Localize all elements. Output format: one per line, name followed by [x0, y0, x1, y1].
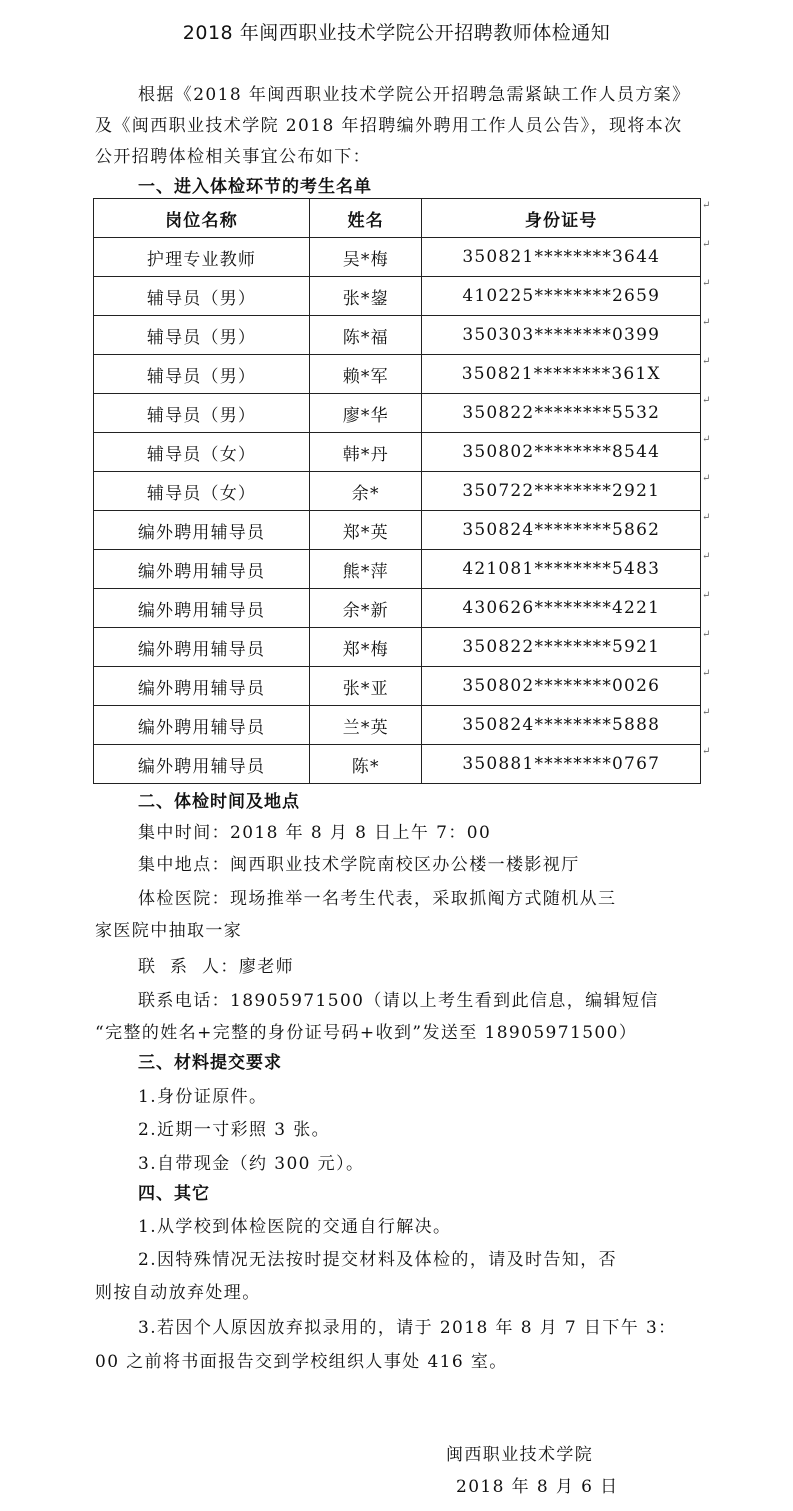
material-item-1: 1.身份证原件。 — [138, 1087, 268, 1107]
candidate-table — [93, 198, 701, 784]
paragraph-mark-icon: ↵ — [702, 473, 711, 484]
page-title: 2018 年闽西职业技术学院公开招聘教师体检通知 — [182, 22, 611, 44]
cell-position: 编外聘用辅导员 — [94, 745, 310, 784]
cell-position: 辅导员（男） — [94, 316, 310, 355]
paragraph-mark-icon: ↵ — [702, 668, 711, 679]
cell-id: 410225********2659 — [422, 277, 701, 316]
cell-id: 421081********5483 — [422, 550, 701, 589]
section4-heading: 四、其它 — [138, 1184, 210, 1204]
contact-phone-line-1: 联系电话：18905971500（请以上考生看到此信息，编辑短信 — [138, 991, 659, 1011]
cell-position: 编外聘用辅导员 — [94, 511, 310, 550]
cell-name: 郑*英 — [310, 511, 422, 550]
cell-name: 吴*梅 — [310, 238, 422, 277]
other-item-2-line-2: 则按自动放弃处理。 — [95, 1283, 261, 1303]
table-row — [94, 589, 701, 628]
cell-id: 350802********8544 — [422, 433, 701, 472]
table-row — [94, 277, 701, 316]
cell-name: 熊*萍 — [310, 550, 422, 589]
cell-id: 350821********361X — [422, 355, 701, 394]
cell-name: 余* — [310, 472, 422, 511]
material-item-2: 2.近期一寸彩照 3 张。 — [138, 1120, 331, 1140]
paragraph-mark-icon: ↵ — [702, 200, 711, 211]
cell-position: 编外聘用辅导员 — [94, 628, 310, 667]
section2-heading: 二、体检时间及地点 — [138, 792, 300, 812]
cell-position: 辅导员（女） — [94, 433, 310, 472]
cell-id: 350881********0767 — [422, 745, 701, 784]
table-row — [94, 667, 701, 706]
cell-name: 韩*丹 — [310, 433, 422, 472]
paragraph-mark-icon: ↵ — [702, 317, 711, 328]
other-item-2-line-1: 2.因特殊情况无法按时提交材料及体检的，请及时告知，否 — [138, 1250, 618, 1270]
cell-id: 350821********3644 — [422, 238, 701, 277]
table-row — [94, 706, 701, 745]
cell-position: 护理专业教师 — [94, 238, 310, 277]
table-row — [94, 316, 701, 355]
paragraph-mark-icon: ↵ — [702, 278, 711, 289]
cell-name: 兰*英 — [310, 706, 422, 745]
column-header-name: 姓名 — [310, 199, 422, 238]
table-row — [94, 511, 701, 550]
table-row — [94, 628, 701, 667]
cell-id: 350722********2921 — [422, 472, 701, 511]
cell-position: 辅导员（男） — [94, 355, 310, 394]
cell-position: 编外聘用辅导员 — [94, 589, 310, 628]
cell-name: 余*新 — [310, 589, 422, 628]
paragraph-mark-icon: ↵ — [702, 434, 711, 445]
cell-id: 350824********5862 — [422, 511, 701, 550]
table-row — [94, 394, 701, 433]
other-item-3-line-1: 3.若因个人原因放弃拟录用的，请于 2018 年 8 月 7 日下午 3： — [138, 1318, 677, 1338]
table-row — [94, 472, 701, 511]
cell-id: 350822********5532 — [422, 394, 701, 433]
cell-id: 350824********5888 — [422, 706, 701, 745]
material-item-3: 3.自带现金（约 300 元）。 — [138, 1154, 365, 1174]
table-row — [94, 745, 701, 784]
cell-id: 350822********5921 — [422, 628, 701, 667]
cell-position: 编外聘用辅导员 — [94, 706, 310, 745]
paragraph-mark-icon: ↵ — [702, 239, 711, 250]
contact-phone-line-2: “完整的姓名+完整的身份证号码+收到”发送至 18905971500） — [95, 1023, 638, 1043]
cell-name: 张*亚 — [310, 667, 422, 706]
paragraph-mark-icon: ↵ — [702, 590, 711, 601]
cell-position: 辅导员（男） — [94, 277, 310, 316]
table-header-row — [94, 199, 701, 238]
table-row — [94, 238, 701, 277]
table-row — [94, 550, 701, 589]
table-row — [94, 433, 701, 472]
gathering-place: 集中地点：闽西职业技术学院南校区办公楼一楼影视厅 — [138, 855, 580, 875]
cell-name: 陈* — [310, 745, 422, 784]
section3-heading: 三、材料提交要求 — [138, 1053, 282, 1073]
intro-paragraph: 根据《2018 年闽西职业技术学院公开招聘急需紧缺工作人员方案》及《闽西职业技术学院 2018 年招聘编外聘用工作人员公告》，现将本次公开招聘体检相关事宜公布如下： — [95, 85, 691, 167]
cell-id: 350802********0026 — [422, 667, 701, 706]
paragraph-mark-icon: ↵ — [702, 746, 711, 757]
paragraph-mark-icon: ↵ — [702, 551, 711, 562]
cell-name: 陈*福 — [310, 316, 422, 355]
cell-position: 编外聘用辅导员 — [94, 667, 310, 706]
paragraph-mark-icon: ↵ — [702, 707, 711, 718]
other-item-3-line-2: 00 之前将书面报告交到学校组织人事处 416 室。 — [95, 1352, 508, 1372]
cell-position: 辅导员（男） — [94, 394, 310, 433]
signature-date: 2018 年 8 月 6 日 — [456, 1477, 619, 1497]
column-header-position: 岗位名称 — [94, 199, 310, 238]
contact-person: 联 系 人：廖老师 — [138, 957, 295, 977]
gathering-time: 集中时间：2018 年 8 月 8 日上午 7：00 — [138, 823, 492, 843]
cell-position: 辅导员（女） — [94, 472, 310, 511]
section1-heading: 一、进入体检环节的考生名单 — [138, 177, 372, 197]
cell-name: 赖*军 — [310, 355, 422, 394]
cell-id: 430626********4221 — [422, 589, 701, 628]
paragraph-mark-icon: ↵ — [702, 356, 711, 367]
hospital-line-2: 家医院中抽取一家 — [95, 921, 243, 941]
cell-name: 张*鋆 — [310, 277, 422, 316]
paragraph-mark-icon: ↵ — [702, 512, 711, 523]
signature-org: 闽西职业技术学院 — [446, 1445, 594, 1465]
column-header-id: 身份证号 — [422, 199, 701, 238]
cell-id: 350303********0399 — [422, 316, 701, 355]
other-item-1: 1.从学校到体检医院的交通自行解决。 — [138, 1217, 452, 1237]
paragraph-mark-icon: ↵ — [702, 395, 711, 406]
table-row — [94, 355, 701, 394]
cell-name: 廖*华 — [310, 394, 422, 433]
paragraph-mark-icon: ↵ — [702, 629, 711, 640]
hospital-line-1: 体检医院：现场推举一名考生代表，采取抓阄方式随机从三 — [138, 889, 617, 909]
cell-position: 编外聘用辅导员 — [94, 550, 310, 589]
cell-name: 郑*梅 — [310, 628, 422, 667]
